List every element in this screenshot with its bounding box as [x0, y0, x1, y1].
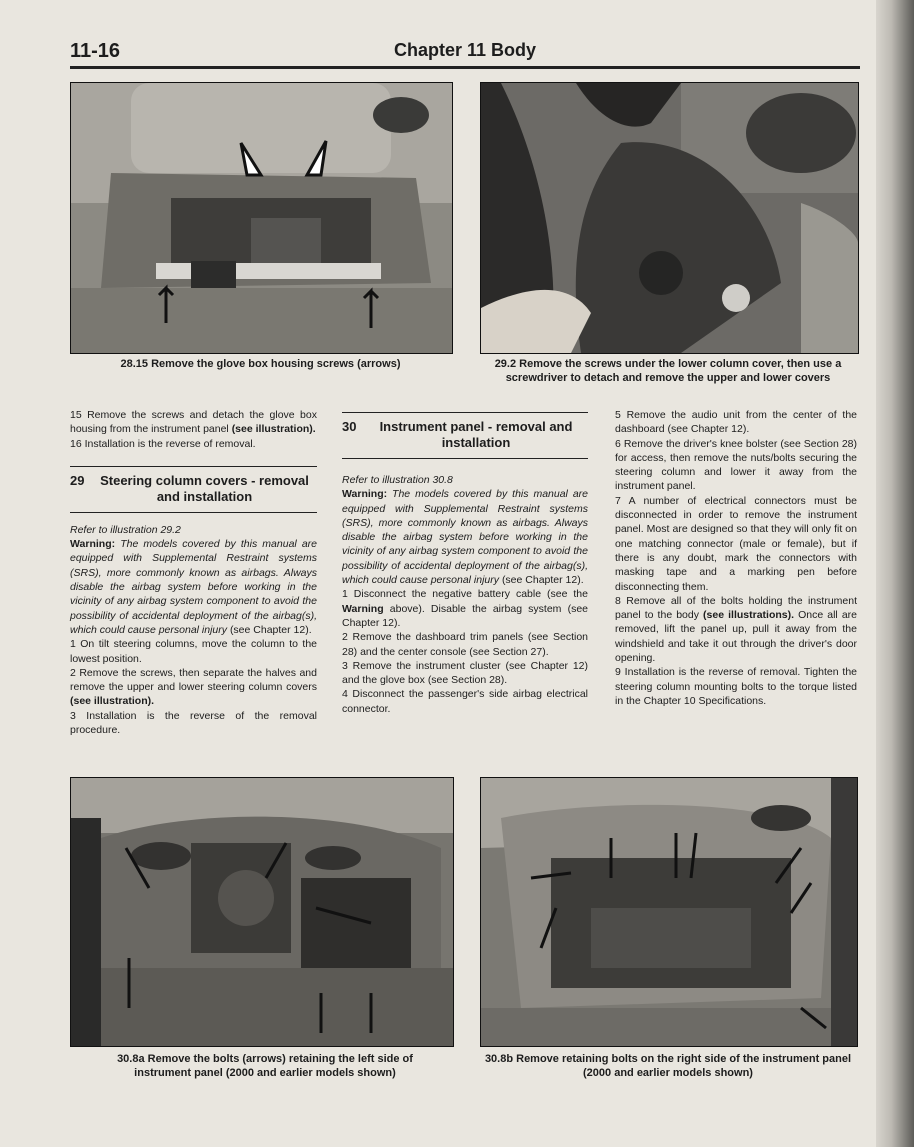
step-15: 15 Remove the screws and detach the glove box housing from the instrument panel (see illustration).: [70, 409, 317, 436]
caption-30-8b: 30.8b Remove retaining bolts on the right side of the instrument panel (2000 and earlier models shown): [484, 1053, 852, 1079]
section-30-step-6: 6 Remove the driver's knee bolster (see Section 28) for access, then remove the nuts/bolts securing the steering column and lower it away from the instrument panel.: [615, 437, 857, 493]
section-30-step-7: 7 A number of electrical connectors must be disconnected in order to remove the instrument panel. Most are designed so that they will only fit on one matching connector (male or female), but if there is any doubt, mark the connectors with masking tape and a marking pen before disconnecting them.: [615, 494, 857, 593]
page-edge-shadow: [876, 0, 914, 1147]
section-30-ref: Refer to illustration 30.8: [342, 474, 453, 486]
caption-30-8a: 30.8a Remove the bolts (arrows) retaining the left side of instrument panel (2000 and earlier models shown): [117, 1053, 413, 1079]
section-30-step-8: 8 Remove all of the bolts holding the instrument panel to the body (see illustrations). Once all are removed, lift the panel up, pull it away from the windshield and take it out through the driver's door opening.: [615, 594, 857, 665]
page-number: 11-16: [70, 40, 121, 62]
section-29-warning: Warning: The models covered by this manual are equipped with Supplemental Restraint systems (SRS), more commonly known as airbags. Always disable the airbag system before working in the vicinity of any airbag system component to avoid the possibility of accidental deployment of the airbag(s), which could cause personal injury (see Chapter 12).: [70, 538, 317, 636]
photo-steering-column-covers: [480, 82, 859, 354]
section-30-step-2: 2 Remove the dashboard trim panels (see Section 28) and the center console (see Section 27).: [342, 631, 588, 658]
section-30-step-9: 9 Installation is the reverse of removal. Tighten the steering column mounting bolts to the torque listed in the Chapter 10 Specifications.: [615, 666, 857, 707]
photo-instrument-panel-right: [480, 777, 858, 1047]
photo-glove-box-housing: [70, 82, 453, 354]
photo-instrument-panel-left: [70, 777, 454, 1047]
section-30-heading: 30 Instrument panel - removal and installation: [342, 412, 588, 459]
section-30-step-4: 4 Disconnect the passenger's side airbag electrical connector.: [342, 688, 588, 715]
caption-29-2: 29.2 Remove the screws under the lower column cover, then use a screwdriver to detach and remove the upper and lower covers: [494, 358, 842, 384]
section-29-step-3: 3 Installation is the reverse of the removal procedure.: [70, 709, 317, 737]
text-column-2: [342, 412, 588, 716]
text-column-3: [615, 408, 857, 708]
text-column-1: [70, 408, 317, 737]
section-30-step-5: 5 Remove the audio unit from the center of the dashboard (see Chapter 12).: [615, 409, 857, 436]
section-29-step-2: 2 Remove the screws, then separate the halves and remove the upper and lower steering column covers (see illustration).: [70, 666, 317, 708]
section-30-step-3: 3 Remove the instrument cluster (see Chapter 12) and the glove box (see Section 28).: [342, 659, 588, 687]
step-16: 16 Installation is the reverse of removal.: [70, 437, 256, 450]
header-rule: [70, 66, 860, 69]
caption-28-15: 28.15 Remove the glove box housing screws (arrows): [120, 358, 401, 370]
section-30-step-1: 1 Disconnect the negative battery cable (see the Warning above). Disable the airbag system (see Chapter 12).: [342, 588, 589, 629]
section-29-heading: 29 Steering column covers - removal and installation: [70, 466, 317, 513]
section-30-warning: Warning: The models covered by this manual are equipped with Supplemental Restraint systems (SRS), more commonly known as airbags. Always disable the airbag system before working in the vicinity of any airbag system component to avoid the possibility of accidental deployment of the airbag(s), which could cause personal injury (see Chapter 12).: [342, 488, 588, 587]
section-29-ref: Refer to illustration 29.2: [70, 523, 181, 536]
section-29-step-1: 1 On tilt steering columns, move the column to the lowest position.: [70, 638, 317, 665]
chapter-title: Chapter 11 Body: [394, 40, 537, 60]
